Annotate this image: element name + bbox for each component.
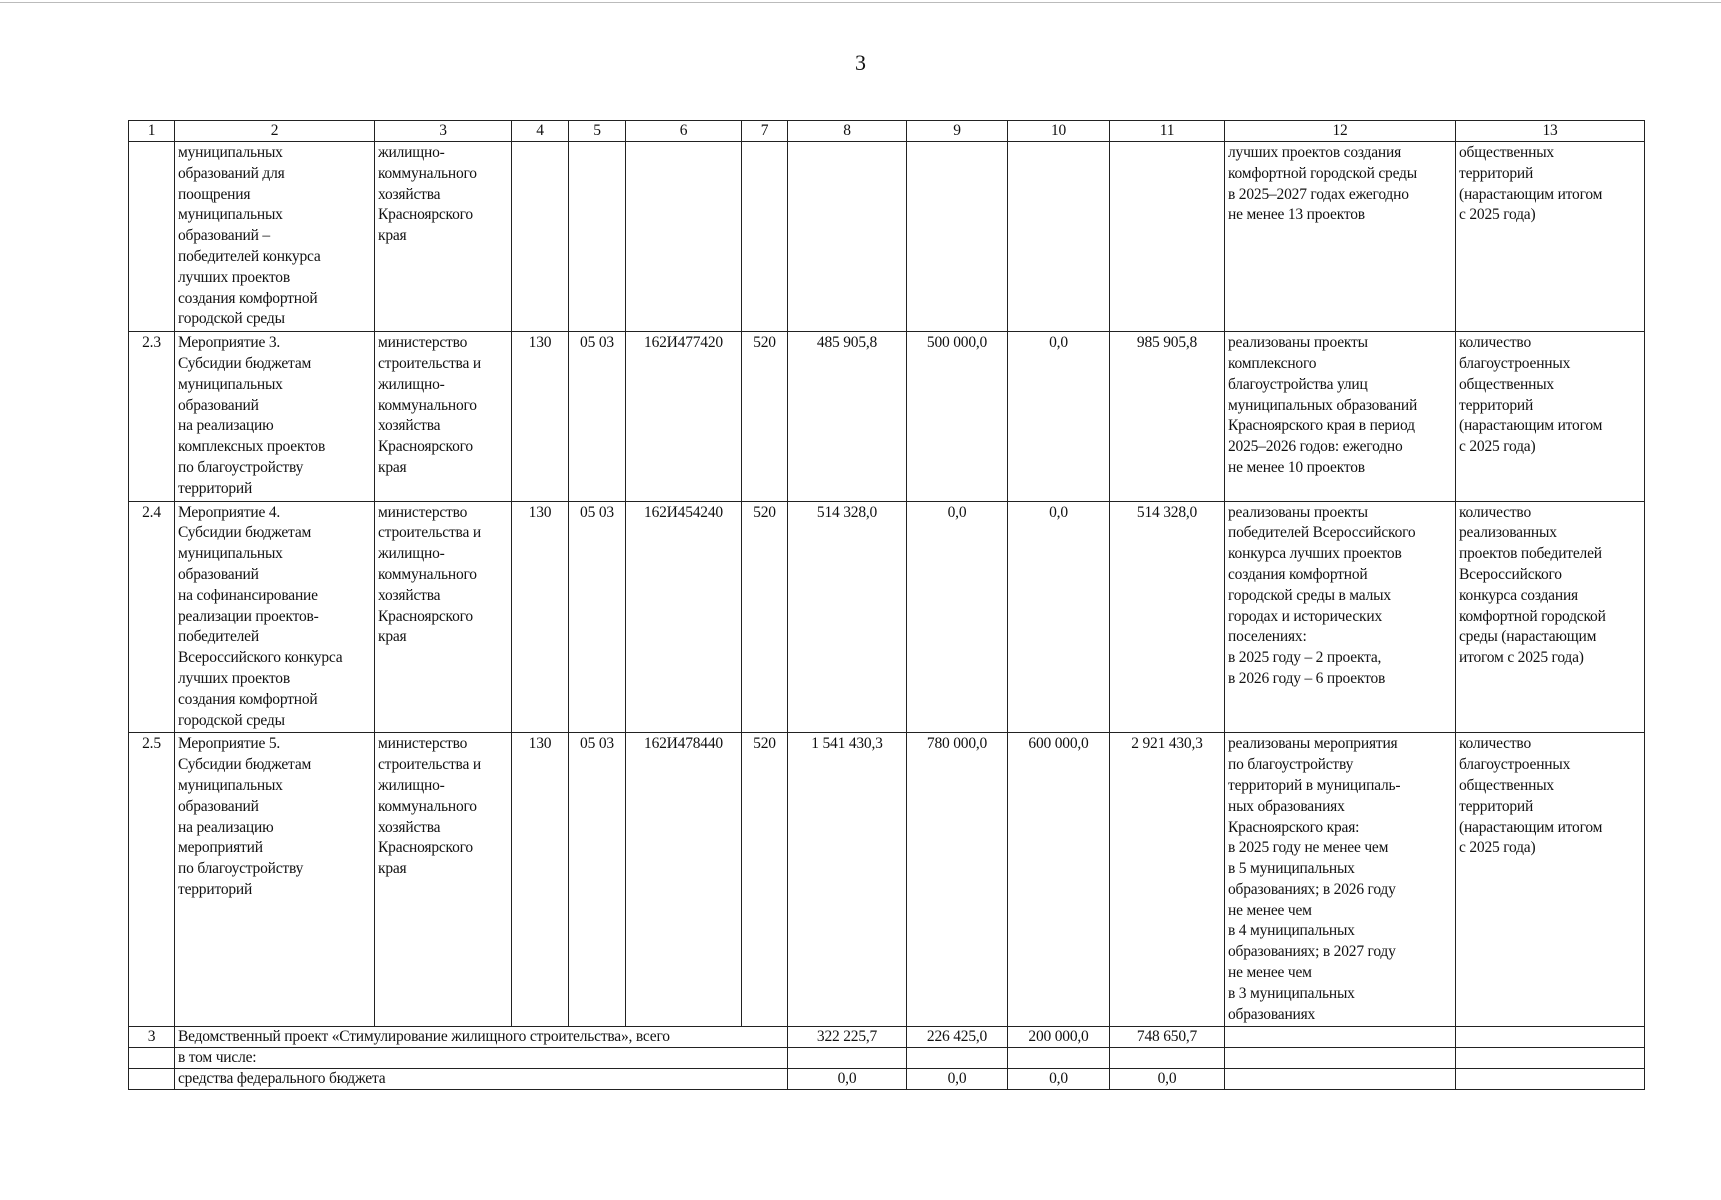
executor-cell-line: жилищно- (378, 375, 445, 393)
indicator-cell (1456, 142, 1645, 332)
measure-name-cell-line: территорий (178, 880, 253, 898)
indicator-cell (1456, 1027, 1645, 1048)
indicator-cell-line: общественных (1459, 144, 1554, 161)
executor-cell-line: Красноярского (378, 438, 473, 456)
executor-cell-line: Красноярского (378, 607, 473, 625)
measure-name-cell-line: образований (178, 396, 259, 414)
top-scan-border (0, 2, 1721, 3)
amount-2025-cell: 485 905,8 (788, 332, 907, 501)
header-cell: 8 (788, 121, 907, 142)
indicator-cell-line: среды (нарастающим (1459, 628, 1597, 646)
result-cell-line: комфортной городской среды (1228, 164, 1417, 182)
result-cell (1225, 1027, 1456, 1048)
indicator-cell-line: территорий (1459, 164, 1534, 182)
row-number-cell: 2.4 (129, 501, 175, 733)
result-cell-line: Красноярского края: (1228, 818, 1360, 836)
result-cell (1225, 142, 1456, 332)
result-cell-line: Красноярского края в период (1228, 417, 1415, 435)
indicator-cell-line: благоустроенных (1459, 756, 1571, 774)
header-cell: 3 (375, 121, 512, 142)
result-cell-line: победителей Всероссийского (1228, 524, 1416, 542)
measure-row (129, 501, 1645, 733)
header-cell: 11 (1110, 121, 1225, 142)
summary-label-cell: в том числе: (175, 1048, 788, 1069)
header-cell: 4 (512, 121, 569, 142)
executor-cell-line: строительства и (378, 354, 481, 372)
amount-2027-cell: 200 000,0 (1008, 1027, 1110, 1048)
executor-cell-line: жилищно- (378, 545, 445, 563)
amount-2026-cell: 0,0 (907, 501, 1008, 733)
amount-2026-cell (907, 1048, 1008, 1069)
empty-cell (1008, 142, 1110, 332)
expense-type-cell: 520 (742, 332, 788, 501)
amount-total-cell: 985 905,8 (1110, 332, 1225, 501)
amount-2027-cell: 0,0 (1008, 332, 1110, 501)
result-cell-line: городской среды в малых (1228, 586, 1391, 604)
measure-name-cell-line: городской среды (178, 310, 285, 328)
executor-cell-line: строительства и (378, 756, 481, 774)
measure-name-cell-line: муниципальных (178, 375, 283, 393)
executor-cell-line: коммунального (378, 164, 477, 182)
row-number-cell: 2.5 (129, 733, 175, 1027)
executor-cell-line: жилищно- (378, 144, 445, 161)
measure-name-cell-line: муниципальных (178, 206, 283, 224)
measure-name-cell-line: муниципальных (178, 776, 283, 794)
measure-name-cell-line: на софинансирование (178, 586, 318, 604)
amount-total-cell: 2 921 430,3 (1110, 733, 1225, 1027)
indicator-cell-line: территорий (1459, 797, 1534, 815)
header-cell: 12 (1225, 121, 1456, 142)
result-cell-line: не менее чем (1228, 901, 1312, 919)
result-cell (1225, 733, 1456, 1027)
indicator-cell-line: количество (1459, 503, 1531, 521)
measure-name-cell-line: по благоустройству (178, 458, 304, 476)
indicator-cell (1456, 1048, 1645, 1069)
measure-name-cell-line: Мероприятие 4. (178, 503, 281, 521)
measure-name-cell-line: победителей конкурса (178, 247, 321, 265)
summary-label-cell: средства федерального бюджета (175, 1069, 788, 1090)
result-cell-line: в 2025–2027 годах ежегодно (1228, 185, 1409, 203)
executor-cell-line: края (378, 628, 407, 646)
indicator-cell-line: проектов победителей (1459, 545, 1602, 563)
measure-name-cell (175, 332, 375, 501)
amount-2026-cell: 0,0 (907, 1069, 1008, 1090)
measure-name-cell (175, 733, 375, 1027)
measure-name-cell-line: на реализацию (178, 818, 274, 836)
executor-cell-line: края (378, 227, 407, 245)
measure-name-cell-line: реализации проектов- (178, 607, 319, 625)
measure-name-cell-line: Субсидии бюджетам (178, 756, 312, 774)
budget-table (128, 120, 1645, 1090)
amount-total-cell (1110, 1048, 1225, 1069)
header-cell: 2 (175, 121, 375, 142)
measure-name-cell-line: муниципальных (178, 144, 283, 161)
indicator-cell-line: итогом с 2025 года) (1459, 649, 1584, 667)
result-cell (1225, 332, 1456, 501)
amount-total-cell: 748 650,7 (1110, 1027, 1225, 1048)
result-cell-line: благоустройства улиц (1228, 375, 1368, 393)
result-cell (1225, 1048, 1456, 1069)
executor-cell-line: хозяйства (378, 185, 441, 203)
executor-cell (375, 501, 512, 733)
indicator-cell-line: (нарастающим итогом (1459, 818, 1603, 836)
measure-name-cell-line: городской среды (178, 711, 285, 729)
measure-name-cell (175, 142, 375, 332)
summary-label-cell: Ведомственный проект «Стимулирование жилищного строительства», всего (175, 1027, 788, 1048)
result-cell-line: 2025–2026 годов: ежегодно (1228, 438, 1403, 456)
result-cell-line: территорий в муниципаль- (1228, 776, 1401, 794)
result-cell-line: по благоустройству (1228, 756, 1354, 774)
indicator-cell-line: комфортной городской (1459, 607, 1606, 625)
code-cell: 130 (512, 733, 569, 1027)
executor-cell-line: хозяйства (378, 586, 441, 604)
indicator-cell-line: количество (1459, 735, 1531, 753)
row-number-cell (129, 142, 175, 332)
code-cell: 130 (512, 332, 569, 501)
result-cell-line: реализованы проекты (1228, 503, 1368, 521)
measure-name-cell-line: образований для (178, 164, 285, 182)
result-cell-line: реализованы проекты (1228, 334, 1368, 352)
header-cell: 10 (1008, 121, 1110, 142)
empty-cell (1110, 142, 1225, 332)
empty-cell (788, 142, 907, 332)
code-cell: 130 (512, 501, 569, 733)
section-cell: 05 03 (569, 332, 626, 501)
header-cell: 9 (907, 121, 1008, 142)
measure-name-cell-line: образований – (178, 227, 270, 245)
header-cell: 6 (626, 121, 742, 142)
measure-name-cell (175, 501, 375, 733)
continuation-row (129, 142, 1645, 332)
indicator-cell (1456, 1069, 1645, 1090)
measure-name-cell-line: образований (178, 565, 259, 583)
indicator-cell-line: территорий (1459, 396, 1534, 414)
executor-cell-line: жилищно- (378, 776, 445, 794)
indicator-cell-line: (нарастающим итогом (1459, 185, 1603, 203)
amount-2025-cell: 322 225,7 (788, 1027, 907, 1048)
result-cell-line: образованиях; в 2027 году (1228, 943, 1396, 961)
result-cell-line: в 2025 году – 2 проекта, (1228, 649, 1382, 667)
amount-total-cell: 514 328,0 (1110, 501, 1225, 733)
measure-name-cell-line: создания комфортной (178, 289, 318, 307)
summary-row (129, 1027, 1645, 1048)
measure-name-cell-line: муниципальных (178, 545, 283, 563)
executor-cell-line: министерство (378, 735, 468, 753)
measure-name-cell-line: Мероприятие 3. (178, 334, 281, 352)
result-cell-line: поселениях: (1228, 628, 1307, 646)
result-cell-line: лучших проектов создания (1228, 144, 1401, 161)
result-cell-line: комплексного (1228, 354, 1317, 372)
measure-row (129, 332, 1645, 501)
header-cell: 7 (742, 121, 788, 142)
amount-2027-cell (1008, 1048, 1110, 1069)
executor-cell (375, 142, 512, 332)
measure-name-cell-line: лучших проектов (178, 669, 290, 687)
result-cell-line: в 4 муниципальных (1228, 922, 1355, 940)
amount-2026-cell: 780 000,0 (907, 733, 1008, 1027)
result-cell-line: образованиях; в 2026 году (1228, 880, 1396, 898)
executor-cell-line: Красноярского (378, 206, 473, 224)
measure-name-cell-line: Субсидии бюджетам (178, 524, 312, 542)
measure-name-cell-line: Субсидии бюджетам (178, 354, 312, 372)
result-cell-line: городах и исторических (1228, 607, 1382, 625)
executor-cell-line: строительства и (378, 524, 481, 542)
executor-cell-line: края (378, 458, 407, 476)
indicator-cell-line: благоустроенных (1459, 354, 1571, 372)
row-number-cell: 2.3 (129, 332, 175, 501)
indicator-cell-line: реализованных (1459, 524, 1557, 542)
result-cell-line: в 3 муниципальных (1228, 984, 1355, 1002)
amount-2027-cell: 0,0 (1008, 1069, 1110, 1090)
indicator-cell (1456, 733, 1645, 1027)
row-number-cell (129, 1048, 175, 1069)
measure-name-cell-line: лучших проектов (178, 268, 290, 286)
indicator-cell-line: (нарастающим итогом (1459, 417, 1603, 435)
target-article-cell: 162И478440 (626, 733, 742, 1027)
header-cell: 13 (1456, 121, 1645, 142)
result-cell-line: конкурса лучших проектов (1228, 545, 1402, 563)
summary-row (129, 1048, 1645, 1069)
result-cell-line: не менее чем (1228, 964, 1312, 982)
executor-cell (375, 733, 512, 1027)
indicator-cell (1456, 332, 1645, 501)
indicator-cell-line: конкурса создания (1459, 586, 1578, 604)
amount-2025-cell (788, 1048, 907, 1069)
empty-cell (626, 142, 742, 332)
executor-cell-line: хозяйства (378, 818, 441, 836)
indicator-cell-line: Всероссийского (1459, 565, 1562, 583)
measure-name-cell-line: территорий (178, 479, 253, 497)
section-cell: 05 03 (569, 501, 626, 733)
measure-name-cell-line: поощрения (178, 185, 251, 203)
header-cell: 5 (569, 121, 626, 142)
indicator-cell-line: с 2025 года) (1459, 839, 1536, 857)
header-cell: 1 (129, 121, 175, 142)
header-row (129, 121, 1645, 142)
result-cell-line: в 2025 году не менее чем (1228, 839, 1389, 857)
measure-name-cell-line: мероприятий (178, 839, 263, 857)
indicator-cell-line: с 2025 года) (1459, 206, 1536, 224)
empty-cell (907, 142, 1008, 332)
summary-row (129, 1069, 1645, 1090)
executor-cell-line: коммунального (378, 797, 477, 815)
executor-cell-line: министерство (378, 503, 468, 521)
measure-name-cell-line: по благоустройству (178, 860, 304, 878)
row-number-cell: 3 (129, 1027, 175, 1048)
measure-name-cell-line: Мероприятие 5. (178, 735, 281, 753)
empty-cell (512, 142, 569, 332)
executor-cell-line: министерство (378, 334, 468, 352)
measure-name-cell-line: образований (178, 797, 259, 815)
amount-2027-cell: 0,0 (1008, 501, 1110, 733)
amount-2026-cell: 226 425,0 (907, 1027, 1008, 1048)
amount-2026-cell: 500 000,0 (907, 332, 1008, 501)
measure-name-cell-line: Всероссийского конкурса (178, 649, 343, 667)
result-cell-line: не менее 13 проектов (1228, 206, 1365, 224)
result-cell-line: не менее 10 проектов (1228, 458, 1365, 476)
measure-name-cell-line: победителей (178, 628, 259, 646)
amount-2025-cell: 514 328,0 (788, 501, 907, 733)
indicator-cell-line: количество (1459, 334, 1531, 352)
indicator-cell (1456, 501, 1645, 733)
result-cell-line: в 2026 году – 6 проектов (1228, 669, 1386, 687)
result-cell-line: муниципальных образований (1228, 396, 1418, 414)
result-cell-line: реализованы мероприятия (1228, 735, 1398, 753)
indicator-cell-line: общественных (1459, 776, 1554, 794)
empty-cell (569, 142, 626, 332)
executor-cell-line: коммунального (378, 565, 477, 583)
expense-type-cell: 520 (742, 501, 788, 733)
amount-2025-cell: 0,0 (788, 1069, 907, 1090)
amount-2027-cell: 600 000,0 (1008, 733, 1110, 1027)
amount-2025-cell: 1 541 430,3 (788, 733, 907, 1027)
result-cell (1225, 501, 1456, 733)
empty-cell (742, 142, 788, 332)
executor-cell-line: Красноярского (378, 839, 473, 857)
row-number-cell (129, 1069, 175, 1090)
indicator-cell-line: общественных (1459, 375, 1554, 393)
expense-type-cell: 520 (742, 733, 788, 1027)
result-cell-line: ных образованиях (1228, 797, 1345, 815)
result-cell-line: в 5 муниципальных (1228, 860, 1355, 878)
measure-name-cell-line: на реализацию (178, 417, 274, 435)
measure-row (129, 733, 1645, 1027)
result-cell-line: образованиях (1228, 1005, 1316, 1023)
target-article-cell: 162И454240 (626, 501, 742, 733)
section-cell: 05 03 (569, 733, 626, 1027)
executor-cell-line: коммунального (378, 396, 477, 414)
measure-name-cell-line: создания комфортной (178, 690, 318, 708)
measure-name-cell-line: комплексных проектов (178, 438, 326, 456)
executor-cell-line: края (378, 860, 407, 878)
executor-cell (375, 332, 512, 501)
executor-cell-line: хозяйства (378, 417, 441, 435)
amount-total-cell: 0,0 (1110, 1069, 1225, 1090)
result-cell (1225, 1069, 1456, 1090)
page-number: 3 (855, 50, 866, 75)
target-article-cell: 162И477420 (626, 332, 742, 501)
indicator-cell-line: с 2025 года) (1459, 438, 1536, 456)
result-cell-line: создания комфортной (1228, 565, 1368, 583)
